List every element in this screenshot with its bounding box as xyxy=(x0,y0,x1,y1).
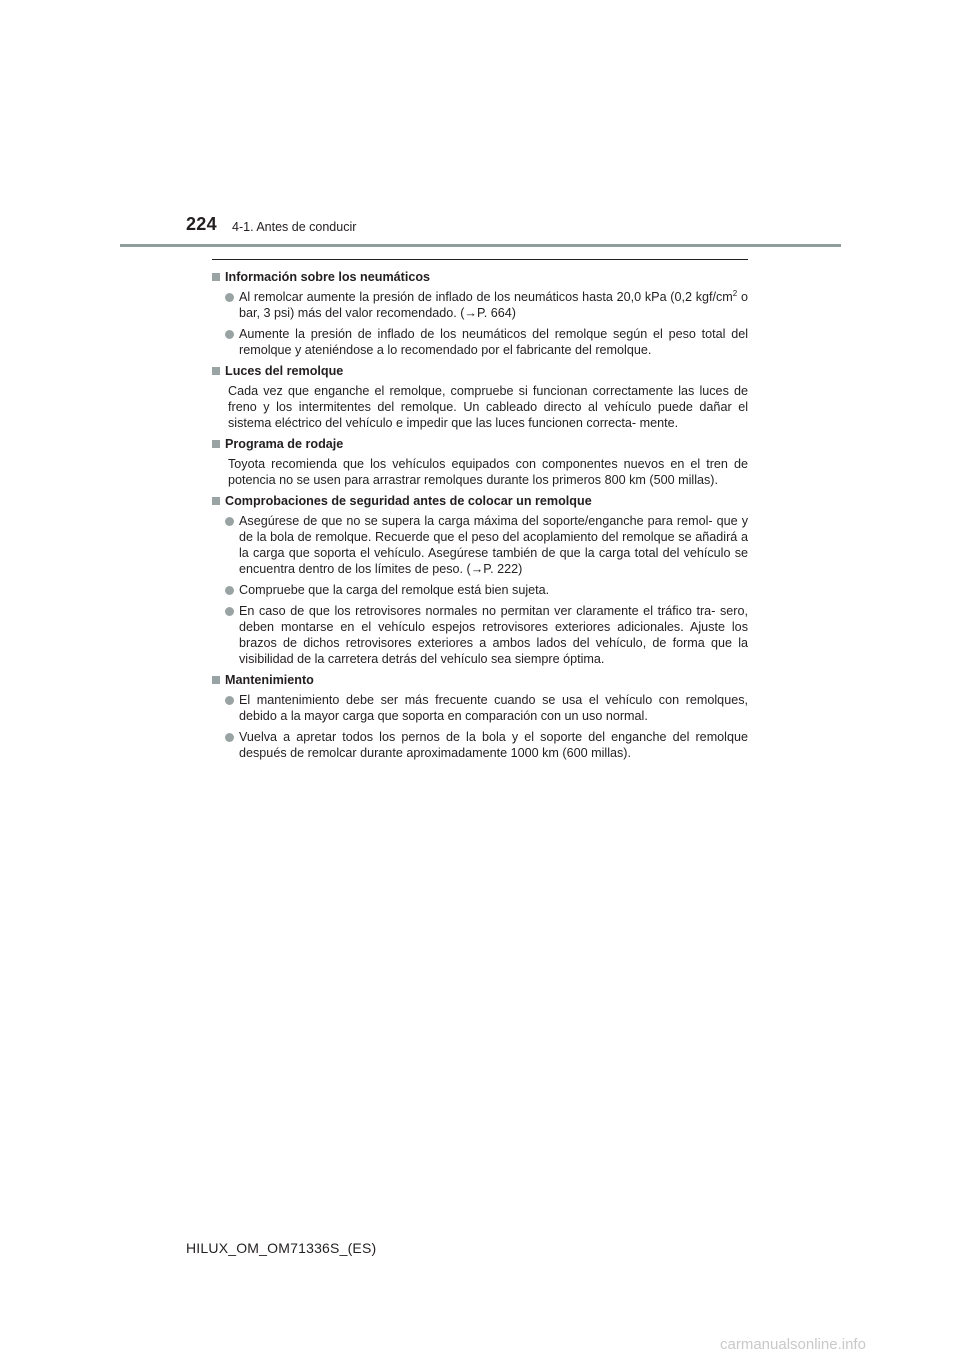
bullet-text: En caso de que los retrovisores normales no permitan ver claramente el tráfico tra- sero, deben montarse en el vehículo espejos retrovisores exteriores adicionales. Ajuste los brazos de dichos retrovisores exteriores a ambos lados del vehículo, de forma que la visibilidad de la carretera detrás del vehículo sea siempre óptima. xyxy=(239,604,748,666)
round-bullet-icon xyxy=(225,586,234,595)
page-number: 224 xyxy=(186,214,217,234)
section-title: 4-1. Antes de conducir xyxy=(232,220,357,234)
section-maintenance xyxy=(212,672,748,761)
square-bullet-icon xyxy=(212,273,220,281)
bullet-text: Asegúrese de que no se supera la carga máxima del soporte/enganche para remol- que y de la bola de remolque. Recuerde que el peso del acoplamiento del remolque se añadirá a la carga que soporta el vehículo. Asegúrese también de que la carga total del vehículo se encuentra dentro de los límites de peso. (→P. 222) xyxy=(239,514,748,576)
section-tires xyxy=(212,269,748,358)
bullet-text: Al remolcar aumente la presión de inflado de los neumáticos hasta 20,0 kPa (0,2 kgf/cm xyxy=(239,290,733,304)
paragraph: Cada vez que enganche el remolque, compruebe si funcionan correctamente las luces de freno y los intermitentes del remolque. Un cableado directo al vehículo puede dañar el sistema eléctrico del vehículo e impedir que las luces funcionen correcta- mente. xyxy=(228,384,748,430)
heading-text: Luces del remolque xyxy=(225,364,344,378)
section-heading xyxy=(212,363,748,379)
square-bullet-icon xyxy=(212,367,220,375)
round-bullet-icon xyxy=(225,607,234,616)
heading-text: Programa de rodaje xyxy=(225,437,344,451)
bullet-text: Compruebe que la carga del remolque está bien sujeta. xyxy=(239,583,550,597)
paragraph: Toyota recomienda que los vehículos equipados con componentes nuevos en el tren de potencia no se usen para arrastrar remolques durante los primeros 800 km (500 millas). xyxy=(228,457,748,487)
list-item xyxy=(212,513,748,577)
round-bullet-icon xyxy=(225,517,234,526)
round-bullet-icon xyxy=(225,293,234,302)
section-heading xyxy=(212,493,748,509)
square-bullet-icon xyxy=(212,497,220,505)
watermark: carmanualsonline.info xyxy=(720,1336,866,1353)
heading-text: Comprobaciones de seguridad antes de colocar un remolque xyxy=(225,494,592,508)
list-item xyxy=(212,729,748,761)
round-bullet-icon xyxy=(225,733,234,742)
bullet-text: Vuelva a apretar todos los pernos de la bola y el soporte del enganche del remolque después de remolcar durante aproximadamente 1000 km (600 millas). xyxy=(239,730,748,760)
list-item xyxy=(212,692,748,724)
list-item xyxy=(212,603,748,667)
section-lights xyxy=(212,363,748,431)
section-safety xyxy=(212,493,748,667)
section-heading xyxy=(212,269,748,285)
list-item xyxy=(212,326,748,358)
superscript: 2 xyxy=(732,288,738,298)
section-breakin xyxy=(212,436,748,488)
round-bullet-icon xyxy=(225,696,234,705)
header-divider xyxy=(120,244,841,247)
page-content xyxy=(212,269,748,766)
bullet-text: o bar, 3 psi) más del valor recomendado. (→P. 664) xyxy=(239,290,748,320)
section-heading xyxy=(212,436,748,452)
content-divider xyxy=(212,259,748,260)
heading-text: Mantenimiento xyxy=(225,673,314,687)
square-bullet-icon xyxy=(212,440,220,448)
heading-text: Información sobre los neumáticos xyxy=(225,270,431,284)
list-item xyxy=(212,582,748,598)
bullet-text: Aumente la presión de inflado de los neumáticos del remolque según el peso total del remolque y ateniéndose a lo recomendado por el fabricante del remolque. xyxy=(239,327,748,357)
square-bullet-icon xyxy=(212,676,220,684)
section-heading xyxy=(212,672,748,688)
list-item xyxy=(212,289,748,321)
round-bullet-icon xyxy=(225,330,234,339)
bullet-text: El mantenimiento debe ser más frecuente cuando se usa el vehículo con remolques, debido a la mayor carga que soporta en comparación con un uso normal. xyxy=(239,693,748,723)
document-code: HILUX_OM_OM71336S_(ES) xyxy=(186,1240,377,1256)
